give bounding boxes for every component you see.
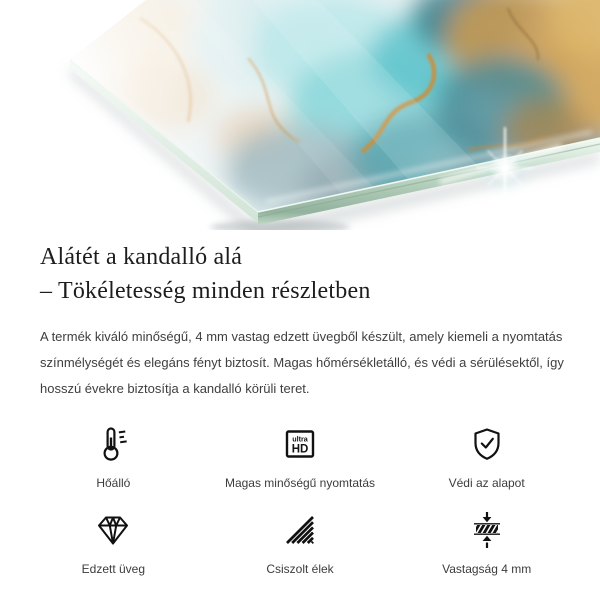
ultra-hd-badge-bottom: HD (291, 443, 309, 456)
ultra-hd-badge-top: ultra (292, 434, 308, 444)
shield-check-icon (467, 424, 507, 464)
feature-grid (20, 424, 580, 576)
feature-thickness (393, 510, 580, 576)
glass-panel-surface (0, 0, 600, 230)
feature-protects-base (393, 424, 580, 490)
feature-polished-edges (207, 510, 394, 576)
feature-label: Hőálló (96, 476, 131, 490)
polished-edges-icon (280, 510, 320, 550)
feature-label: Magas minőségű nyomtatás (224, 476, 376, 490)
feature-label: Vastagság 4 mm (442, 562, 532, 576)
feature-heat-resistant (20, 424, 207, 490)
feature-hd-print (207, 424, 394, 490)
thermometer-icon (93, 424, 133, 464)
feature-label: Edzett üveg (81, 562, 146, 576)
page-title-line1: Alátét a kandalló alá (40, 244, 243, 270)
product-photo (0, 0, 600, 230)
product-description: A termék kiváló minőségű, 4 mm vastag edzett üvegből készült, amely kiemeli a nyomtatás színmélységét és elegáns fényt biztosít. Magas hőmérsékletálló, és védi a sérülésektől, így hosszú évekre biztosítja a kandalló körüli teret. (40, 329, 564, 396)
diamond-icon (93, 510, 133, 550)
ultra-hd-icon (280, 424, 320, 464)
page-title-line2: – Tökéletesség minden részletben (40, 278, 371, 304)
page-title (40, 240, 560, 308)
thickness-icon (467, 510, 507, 550)
feature-label: Védi az alapot (448, 476, 525, 490)
feature-label: Csiszolt élek (266, 562, 334, 576)
feature-tempered-glass (20, 510, 207, 576)
